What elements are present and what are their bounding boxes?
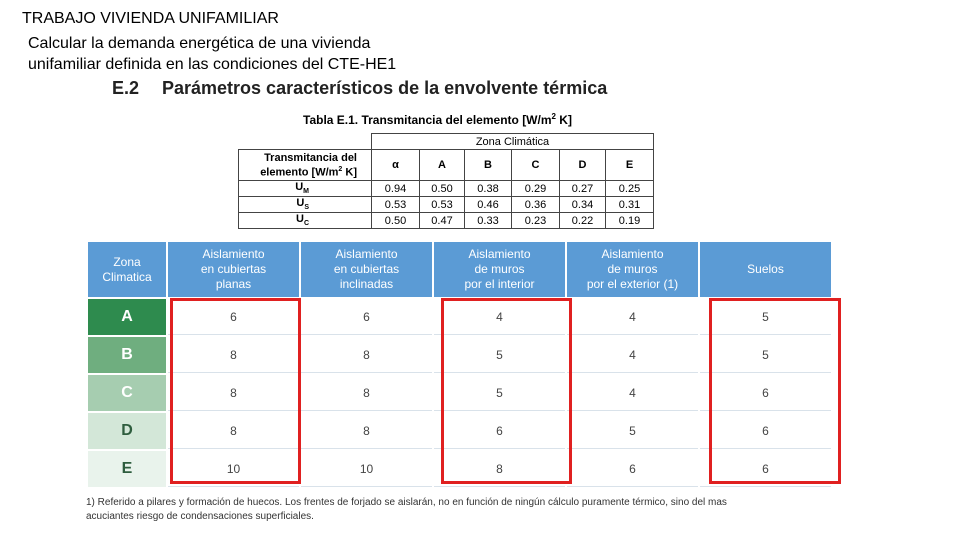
- table-cell: 0.94: [372, 181, 420, 197]
- subtitle-line-2: unifamiliar definida en las condiciones del CTE-HE1: [28, 56, 397, 73]
- row-label-uc: $U_C$: [239, 213, 372, 229]
- table-cell: 5: [434, 337, 565, 373]
- transmittance-table: [238, 133, 654, 229]
- highlight-box-suelos: [709, 298, 841, 484]
- row-label-um: $U_M$: [239, 181, 372, 197]
- document-title: TRABAJO VIVIENDA UNIFAMILIAR: [22, 10, 279, 27]
- row-header-line2: elemento [W/m: [260, 166, 339, 179]
- table-cell: 0.38: [465, 181, 512, 197]
- table-cell: 8: [301, 337, 432, 373]
- table-cell: 0.19: [606, 213, 654, 229]
- table-cell: 8: [434, 451, 565, 487]
- footnote-line-1: 1) Referido a pilares y formación de huecos. Los frentes de forjado se aislarán, no en función de ningún cálculo puramente térmico, sino del mas: [86, 497, 727, 508]
- row-header-end: K]: [342, 166, 357, 179]
- zone-label-b: B: [88, 337, 166, 373]
- footnote-line-2: acuciantes riesgo de condensaciones superficiales.: [86, 511, 314, 522]
- table-cell: 6: [301, 299, 432, 335]
- header-line: inclinadas: [339, 277, 394, 291]
- table-cell: 0.50: [372, 213, 420, 229]
- table1-row-header: [239, 150, 372, 181]
- zone-label-e: E: [88, 451, 166, 487]
- table1-caption-sup: 2: [551, 112, 556, 121]
- table-cell: 0.33: [465, 213, 512, 229]
- table-row: [239, 213, 654, 229]
- table1-caption: [303, 112, 572, 127]
- table-cell: 8: [168, 375, 299, 411]
- table-cell: 6: [567, 451, 698, 487]
- header-line: Suelos: [747, 262, 784, 276]
- zone-header: Zona Climática: [372, 134, 654, 150]
- table-cell: 8: [168, 413, 299, 449]
- table-cell: 0.34: [560, 197, 606, 213]
- col-b: B: [465, 150, 512, 181]
- table-cell: 6: [700, 451, 831, 487]
- table-cell: 0.53: [372, 197, 420, 213]
- col-a: A: [420, 150, 465, 181]
- table-cell: 4: [434, 299, 565, 335]
- table-cell: 6: [700, 375, 831, 411]
- subtitle-line-1: Calcular la demanda energética de una vivienda: [28, 35, 371, 52]
- table-cell: 0.23: [512, 213, 560, 229]
- row-header-sup: 2: [338, 165, 343, 173]
- highlight-box-interior: [441, 298, 572, 484]
- table-cell: 0.31: [606, 197, 654, 213]
- table-cell: 10: [301, 451, 432, 487]
- header-line: Aislamiento: [468, 247, 531, 261]
- zone-label-c: C: [88, 375, 166, 411]
- table1-caption-text: Tabla E.1. Transmitancia del elemento [W/m: [303, 113, 552, 127]
- section-number: E.2: [112, 78, 140, 98]
- table-cell: 6: [168, 299, 299, 335]
- header-line: Zona: [113, 254, 141, 269]
- table1-caption-end: K]: [555, 113, 572, 127]
- table-cell: 0.29: [512, 181, 560, 197]
- col-d: D: [560, 150, 606, 181]
- table-cell: 0.53: [420, 197, 465, 213]
- table-cell: 5: [567, 413, 698, 449]
- table-row: [239, 197, 654, 213]
- row-header-line1: Transmitancia del: [264, 151, 357, 164]
- table-cell: 8: [168, 337, 299, 373]
- header-line: de muros: [474, 262, 525, 276]
- table-cell: 0.36: [512, 197, 560, 213]
- table-cell: 0.46: [465, 197, 512, 213]
- table-cell: 8: [301, 375, 432, 411]
- header-line: en cubiertas: [200, 262, 267, 276]
- section-heading: [112, 78, 607, 99]
- table-cell: 6: [434, 413, 565, 449]
- table2-header-5: [700, 242, 831, 297]
- zone-label-a: A: [88, 299, 166, 335]
- row-label-us: $U_S$: [239, 197, 372, 213]
- table-cell: 4: [567, 337, 698, 373]
- table2-header-0: [88, 242, 166, 297]
- header-line: por el interior: [464, 277, 535, 291]
- table-cell: 10: [168, 451, 299, 487]
- table-cell: 4: [567, 375, 698, 411]
- table-cell: 0.25: [606, 181, 654, 197]
- table-cell: 0.27: [560, 181, 606, 197]
- table-cell: 0.22: [560, 213, 606, 229]
- col-alpha: α: [372, 150, 420, 181]
- header-line: de muros: [607, 262, 658, 276]
- header-line: Aislamiento: [601, 247, 664, 261]
- table2-header-3: [434, 242, 565, 297]
- table1-corner: [239, 134, 372, 150]
- col-c: C: [512, 150, 560, 181]
- zone-label-d: D: [88, 413, 166, 449]
- table-cell: 5: [434, 375, 565, 411]
- table-cell: 8: [301, 413, 432, 449]
- table-cell: 5: [700, 299, 831, 335]
- table2-header-1: [168, 242, 299, 297]
- header-line: por el exterior (1): [586, 277, 679, 291]
- header-line: Aislamiento: [202, 247, 265, 261]
- table-row: [239, 181, 654, 197]
- table-cell: 0.50: [420, 181, 465, 197]
- section-title: Parámetros característicos de la envolvente térmica: [162, 78, 608, 98]
- highlight-box-planas: [170, 298, 301, 484]
- table2-header-2: [301, 242, 432, 297]
- table2-header-row: [88, 242, 831, 297]
- table-cell: 0.47: [420, 213, 465, 229]
- table2-header-4: [567, 242, 698, 297]
- header-line: Aislamiento: [335, 247, 398, 261]
- header-line: en cubiertas: [333, 262, 400, 276]
- header-line: planas: [215, 277, 252, 291]
- col-e: E: [606, 150, 654, 181]
- table-cell: 6: [700, 413, 831, 449]
- table-cell: 5: [700, 337, 831, 373]
- header-line: Climatica: [102, 269, 152, 284]
- table-cell: 4: [567, 299, 698, 335]
